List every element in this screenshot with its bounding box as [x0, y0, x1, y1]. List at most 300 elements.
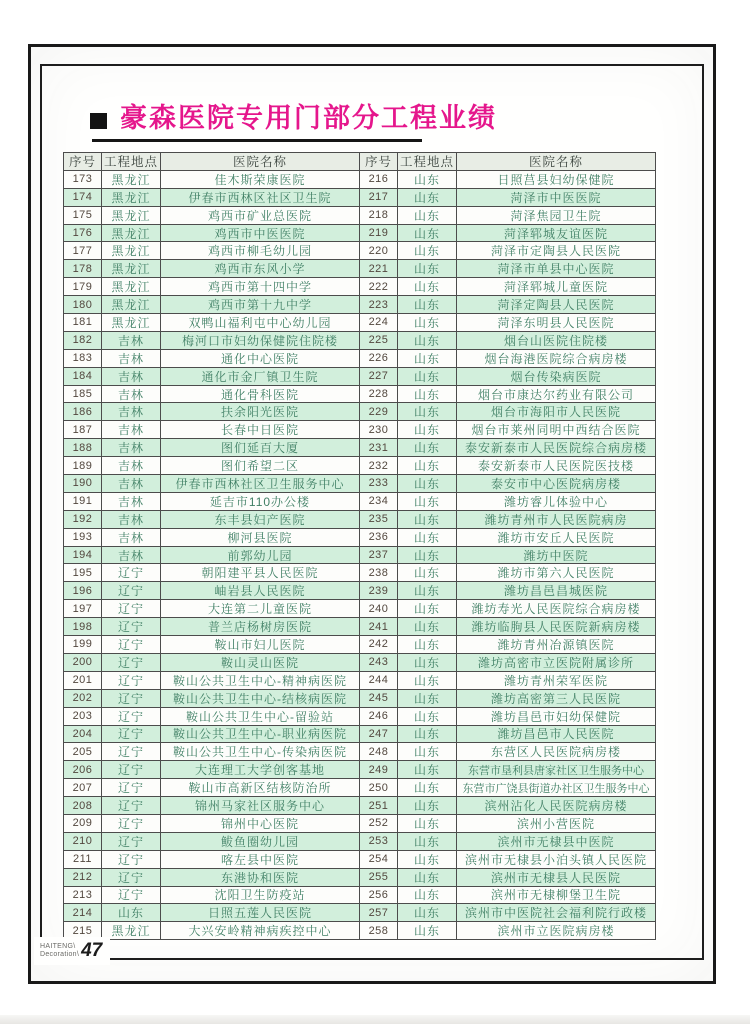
- location-cell: 辽宁: [102, 672, 161, 690]
- hospital-name-cell: 菏泽市定陶县人民医院: [457, 242, 656, 260]
- location-cell: 黑龙江: [102, 260, 161, 278]
- serial-cell: 182: [64, 332, 102, 350]
- hospital-name-cell: 烟台海港医院综合病房楼: [457, 350, 656, 368]
- location-cell: 山东: [398, 260, 457, 278]
- hospital-name-cell: 烟台市海阳市人民医院: [457, 403, 656, 421]
- hospital-name-cell: 延吉市110办公楼: [161, 493, 360, 511]
- location-cell: 吉林: [102, 386, 161, 404]
- location-cell: 山东: [398, 529, 457, 547]
- hospital-name-cell: 通化骨科医院: [161, 386, 360, 404]
- serial-cell: 198: [64, 618, 102, 636]
- location-cell: 山东: [398, 922, 457, 940]
- location-cell: 辽宁: [102, 815, 161, 833]
- hospital-name-cell: 鸡西市中医医院: [161, 225, 360, 243]
- hospital-name-cell: 滨州小营医院: [457, 815, 656, 833]
- hospital-name-cell: 岫岩县人民医院: [161, 582, 360, 600]
- hospital-name-cell: 扶余阳光医院: [161, 403, 360, 421]
- table-row: [64, 242, 656, 260]
- hospital-name-cell: 东丰县妇产医院: [161, 511, 360, 529]
- hospital-name-cell: 前郭幼儿园: [161, 547, 360, 565]
- serial-cell: 251: [360, 797, 398, 815]
- hospital-name-cell: 鸡西市矿业总医院: [161, 207, 360, 225]
- hospital-name-cell: 佳木斯荣康医院: [161, 171, 360, 189]
- hospital-name-cell: 潍坊市第六人民医院: [457, 564, 656, 582]
- serial-cell: 245: [360, 690, 398, 708]
- serial-cell: 214: [64, 904, 102, 922]
- location-cell: 山东: [398, 386, 457, 404]
- location-cell: 黑龙江: [102, 242, 161, 260]
- hospital-name-cell: 沈阳卫生防疫站: [161, 887, 360, 905]
- serial-cell: 188: [64, 439, 102, 457]
- location-cell: 吉林: [102, 421, 161, 439]
- location-cell: 山东: [398, 296, 457, 314]
- hospital-name-cell: 菏泽市中医医院: [457, 189, 656, 207]
- hospital-name-cell: 潍坊中医院: [457, 547, 656, 565]
- location-cell: 吉林: [102, 457, 161, 475]
- serial-cell: 225: [360, 332, 398, 350]
- location-cell: 辽宁: [102, 654, 161, 672]
- serial-cell: 174: [64, 189, 102, 207]
- serial-cell: 232: [360, 457, 398, 475]
- serial-cell: 194: [64, 547, 102, 565]
- table-row: [64, 761, 656, 779]
- hospital-name-cell: 通化市金厂镇卫生院: [161, 368, 360, 386]
- location-cell: 山东: [398, 761, 457, 779]
- serial-cell: 233: [360, 475, 398, 493]
- table-row: [64, 636, 656, 654]
- table-body: [64, 171, 656, 940]
- page-title: 豪森医院专用门部分工程业绩: [120, 103, 497, 133]
- hospital-name-cell: 鞍山公共卫生中心-留验站: [161, 708, 360, 726]
- serial-cell: 173: [64, 171, 102, 189]
- location-cell: 黑龙江: [102, 296, 161, 314]
- serial-cell: 193: [64, 529, 102, 547]
- serial-cell: 219: [360, 225, 398, 243]
- hospital-name-cell: 烟台市康达尔药业有限公司: [457, 386, 656, 404]
- location-cell: 山东: [398, 743, 457, 761]
- serial-cell: 242: [360, 636, 398, 654]
- hospital-name-cell: 菏泽郓城儿童医院: [457, 278, 656, 296]
- table-row: [64, 726, 656, 744]
- hospital-name-cell: 滨州市无棣县小泊头镇人民医院: [457, 851, 656, 869]
- table-row: [64, 386, 656, 404]
- serial-cell: 178: [64, 260, 102, 278]
- location-cell: 山东: [398, 851, 457, 869]
- hospital-name-cell: 鞍山市妇儿医院: [161, 636, 360, 654]
- hospital-name-cell: 潍坊昌邑市妇幼保健院: [457, 708, 656, 726]
- header-location: 工程地点: [398, 153, 457, 171]
- table-row: [64, 511, 656, 529]
- table-row: [64, 547, 656, 565]
- hospital-name-cell: 东营市广饶县街道办社区卫生服务中心: [457, 779, 656, 797]
- location-cell: 吉林: [102, 493, 161, 511]
- hospital-name-cell: 东港协和医院: [161, 869, 360, 887]
- location-cell: 辽宁: [102, 797, 161, 815]
- serial-cell: 180: [64, 296, 102, 314]
- serial-cell: 209: [64, 815, 102, 833]
- location-cell: 吉林: [102, 475, 161, 493]
- serial-cell: 179: [64, 278, 102, 296]
- location-cell: 辽宁: [102, 761, 161, 779]
- location-cell: 山东: [398, 547, 457, 565]
- location-cell: 山东: [398, 511, 457, 529]
- hospital-name-cell: 泰安新泰市人民医院医技楼: [457, 457, 656, 475]
- location-cell: 山东: [398, 171, 457, 189]
- serial-cell: 255: [360, 869, 398, 887]
- hospital-name-cell: 菏泽焦园卫生院: [457, 207, 656, 225]
- location-cell: 山东: [102, 904, 161, 922]
- table-row: [64, 314, 656, 332]
- table-row: [64, 887, 656, 905]
- serial-cell: 184: [64, 368, 102, 386]
- table-row: [64, 368, 656, 386]
- projects-table: [63, 152, 656, 940]
- brand-name-text: HAITENG\: [40, 943, 76, 950]
- hospital-name-cell: 普兰店杨树房医院: [161, 618, 360, 636]
- serial-cell: 257: [360, 904, 398, 922]
- location-cell: 山东: [398, 582, 457, 600]
- hospital-name-cell: 菏泽东明县人民医院: [457, 314, 656, 332]
- hospital-name-cell: 东营区人民医院病房楼: [457, 743, 656, 761]
- photo-edge-shadow: [0, 1015, 750, 1024]
- serial-cell: 258: [360, 922, 398, 940]
- serial-cell: 210: [64, 833, 102, 851]
- hospital-name-cell: 伊春市西林社区卫生服务中心: [161, 475, 360, 493]
- location-cell: 辽宁: [102, 582, 161, 600]
- location-cell: 山东: [398, 869, 457, 887]
- header-hospital: 医院名称: [457, 153, 656, 171]
- location-cell: 山东: [398, 797, 457, 815]
- hospital-name-cell: 潍坊睿儿体验中心: [457, 493, 656, 511]
- location-cell: 山东: [398, 654, 457, 672]
- hospital-name-cell: 潍坊高密第三人民医院: [457, 690, 656, 708]
- serial-cell: 199: [64, 636, 102, 654]
- hospital-name-cell: 潍坊青州冶源镇医院: [457, 636, 656, 654]
- hospital-name-cell: 潍坊临朐县人民医院新病房楼: [457, 618, 656, 636]
- table-row: [64, 225, 656, 243]
- hospital-name-cell: 柳河县医院: [161, 529, 360, 547]
- location-cell: 辽宁: [102, 887, 161, 905]
- serial-cell: 228: [360, 386, 398, 404]
- hospital-name-cell: 朝阳建平县人民医院: [161, 564, 360, 582]
- serial-cell: 248: [360, 743, 398, 761]
- table-row: [64, 582, 656, 600]
- location-cell: 山东: [398, 726, 457, 744]
- hospital-name-cell: 鞍山市高新区结核防治所: [161, 779, 360, 797]
- location-cell: 山东: [398, 314, 457, 332]
- serial-cell: 208: [64, 797, 102, 815]
- location-cell: 黑龙江: [102, 314, 161, 332]
- serial-cell: 234: [360, 493, 398, 511]
- header-hospital: 医院名称: [161, 153, 360, 171]
- location-cell: 山东: [398, 493, 457, 511]
- hospital-name-cell: 滨州市无棣柳堡卫生院: [457, 887, 656, 905]
- table-row: [64, 260, 656, 278]
- location-cell: 吉林: [102, 547, 161, 565]
- hospital-name-cell: 潍坊青州荣军医院: [457, 672, 656, 690]
- table-row: [64, 672, 656, 690]
- hospital-name-cell: 鞍山公共卫生中心-精神病医院: [161, 672, 360, 690]
- table-row: [64, 421, 656, 439]
- table-row: [64, 708, 656, 726]
- serial-cell: 191: [64, 493, 102, 511]
- serial-cell: 247: [360, 726, 398, 744]
- hospital-name-cell: 鸡西市第十四中学: [161, 278, 360, 296]
- table-row: [64, 743, 656, 761]
- location-cell: 辽宁: [102, 726, 161, 744]
- serial-cell: 175: [64, 207, 102, 225]
- serial-cell: 253: [360, 833, 398, 851]
- title-block: [90, 96, 510, 142]
- hospital-name-cell: 泰安新泰市人民医院综合病房楼: [457, 439, 656, 457]
- serial-cell: 224: [360, 314, 398, 332]
- serial-cell: 195: [64, 564, 102, 582]
- location-cell: 辽宁: [102, 869, 161, 887]
- serial-cell: 243: [360, 654, 398, 672]
- table-row: [64, 403, 656, 421]
- hospital-name-cell: 烟台传染病医院: [457, 368, 656, 386]
- table-row: [64, 851, 656, 869]
- footer-brand-logo: [34, 937, 110, 965]
- hospital-name-cell: 图们希望二区: [161, 457, 360, 475]
- table-row: [64, 189, 656, 207]
- table-row: [64, 904, 656, 922]
- serial-cell: 200: [64, 654, 102, 672]
- hospital-name-cell: 鸡西市东风小学: [161, 260, 360, 278]
- hospital-name-cell: 鸡西市第十九中学: [161, 296, 360, 314]
- hospital-name-cell: 日照五莲人民医院: [161, 904, 360, 922]
- serial-cell: 181: [64, 314, 102, 332]
- header-serial: 序号: [64, 153, 102, 171]
- serial-cell: 250: [360, 779, 398, 797]
- serial-cell: 207: [64, 779, 102, 797]
- serial-cell: 202: [64, 690, 102, 708]
- table-row: [64, 171, 656, 189]
- serial-cell: 196: [64, 582, 102, 600]
- location-cell: 山东: [398, 815, 457, 833]
- location-cell: 辽宁: [102, 851, 161, 869]
- serial-cell: 205: [64, 743, 102, 761]
- location-cell: 吉林: [102, 332, 161, 350]
- serial-cell: 221: [360, 260, 398, 278]
- hospital-name-cell: 菏泽郓城友谊医院: [457, 225, 656, 243]
- serial-cell: 236: [360, 529, 398, 547]
- serial-cell: 238: [360, 564, 398, 582]
- serial-cell: 239: [360, 582, 398, 600]
- location-cell: 山东: [398, 421, 457, 439]
- serial-cell: 229: [360, 403, 398, 421]
- serial-cell: 212: [64, 869, 102, 887]
- location-cell: 吉林: [102, 368, 161, 386]
- hospital-name-cell: 潍坊寿光人民医院综合病房楼: [457, 600, 656, 618]
- hospital-name-cell: 鞍山公共卫生中心-结核病医院: [161, 690, 360, 708]
- location-cell: 吉林: [102, 403, 161, 421]
- hospital-name-cell: 通化中心医院: [161, 350, 360, 368]
- hospital-name-cell: 大连第二儿童医院: [161, 600, 360, 618]
- location-cell: 山东: [398, 439, 457, 457]
- location-cell: 山东: [398, 618, 457, 636]
- location-cell: 山东: [398, 904, 457, 922]
- hospital-name-cell: 菏泽定陶县人民医院: [457, 296, 656, 314]
- location-cell: 山东: [398, 564, 457, 582]
- hospital-name-cell: 鞍山公共卫生中心-传染病医院: [161, 743, 360, 761]
- serial-cell: 256: [360, 887, 398, 905]
- hospital-name-cell: 潍坊青州市人民医院病房: [457, 511, 656, 529]
- location-cell: 山东: [398, 600, 457, 618]
- serial-cell: 252: [360, 815, 398, 833]
- hospital-name-cell: 长春中日医院: [161, 421, 360, 439]
- serial-cell: 190: [64, 475, 102, 493]
- serial-cell: 226: [360, 350, 398, 368]
- serial-cell: 231: [360, 439, 398, 457]
- serial-cell: 183: [64, 350, 102, 368]
- serial-cell: 217: [360, 189, 398, 207]
- location-cell: 辽宁: [102, 600, 161, 618]
- table-row: [64, 475, 656, 493]
- location-cell: 山东: [398, 189, 457, 207]
- table-row: [64, 833, 656, 851]
- table-row: [64, 690, 656, 708]
- hospital-name-cell: 鞍山公共卫生中心-职业病医院: [161, 726, 360, 744]
- hospital-name-cell: 大兴安岭精神病疾控中心: [161, 922, 360, 940]
- hospital-name-cell: 烟台山医院住院楼: [457, 332, 656, 350]
- table-row: [64, 457, 656, 475]
- location-cell: 山东: [398, 690, 457, 708]
- hospital-name-cell: 滨州市无棣县人民医院: [457, 869, 656, 887]
- table-row: [64, 296, 656, 314]
- hospital-name-cell: 泰安市中心医院病房楼: [457, 475, 656, 493]
- serial-cell: 241: [360, 618, 398, 636]
- serial-cell: 230: [360, 421, 398, 439]
- location-cell: 山东: [398, 242, 457, 260]
- hospital-name-cell: 滨州市立医院病房楼: [457, 922, 656, 940]
- header-serial: 序号: [360, 153, 398, 171]
- location-cell: 辽宁: [102, 636, 161, 654]
- serial-cell: 176: [64, 225, 102, 243]
- serial-cell: 218: [360, 207, 398, 225]
- serial-cell: 204: [64, 726, 102, 744]
- hospital-name-cell: 大连理工大学创客基地: [161, 761, 360, 779]
- serial-cell: 235: [360, 511, 398, 529]
- location-cell: 吉林: [102, 529, 161, 547]
- table-row: [64, 797, 656, 815]
- hospital-name-cell: 双鸭山福利屯中心幼儿园: [161, 314, 360, 332]
- table-row: [64, 600, 656, 618]
- hospital-name-cell: 梅河口市妇幼保健院住院楼: [161, 332, 360, 350]
- serial-cell: 192: [64, 511, 102, 529]
- serial-cell: 201: [64, 672, 102, 690]
- location-cell: 山东: [398, 708, 457, 726]
- location-cell: 山东: [398, 887, 457, 905]
- header-location: 工程地点: [102, 153, 161, 171]
- location-cell: 山东: [398, 475, 457, 493]
- serial-cell: 189: [64, 457, 102, 475]
- location-cell: 山东: [398, 403, 457, 421]
- hospital-name-cell: 菏泽市单县中心医院: [457, 260, 656, 278]
- location-cell: 辽宁: [102, 618, 161, 636]
- location-cell: 辽宁: [102, 779, 161, 797]
- location-cell: 山东: [398, 457, 457, 475]
- table-row: [64, 654, 656, 672]
- location-cell: 黑龙江: [102, 189, 161, 207]
- hospital-name-cell: 鞍山灵山医院: [161, 654, 360, 672]
- location-cell: 山东: [398, 368, 457, 386]
- location-cell: 黑龙江: [102, 278, 161, 296]
- table-row: [64, 350, 656, 368]
- location-cell: 辽宁: [102, 564, 161, 582]
- serial-cell: 220: [360, 242, 398, 260]
- serial-cell: 223: [360, 296, 398, 314]
- hospital-name-cell: 滨州市无棣县中医院: [457, 833, 656, 851]
- serial-cell: 187: [64, 421, 102, 439]
- serial-cell: 177: [64, 242, 102, 260]
- serial-cell: 254: [360, 851, 398, 869]
- location-cell: 山东: [398, 833, 457, 851]
- location-cell: 黑龙江: [102, 171, 161, 189]
- location-cell: 山东: [398, 350, 457, 368]
- table-header-row: [64, 153, 656, 171]
- title-bullet-square-icon: [90, 113, 107, 129]
- table-row: [64, 278, 656, 296]
- hospital-name-cell: 潍坊昌邑昌城医院: [457, 582, 656, 600]
- table-row: [64, 493, 656, 511]
- hospital-name-cell: 滨州市中医院社会福利院行政楼: [457, 904, 656, 922]
- location-cell: 吉林: [102, 439, 161, 457]
- hospital-name-cell: 图们延百大厦: [161, 439, 360, 457]
- hospital-name-cell: 烟台市莱州同明中西结合医院: [457, 421, 656, 439]
- table-row: [64, 529, 656, 547]
- table-row: [64, 922, 656, 940]
- location-cell: 山东: [398, 779, 457, 797]
- hospital-name-cell: 滨州沾化人民医院病房楼: [457, 797, 656, 815]
- serial-cell: 211: [64, 851, 102, 869]
- serial-cell: 246: [360, 708, 398, 726]
- location-cell: 山东: [398, 225, 457, 243]
- hospital-name-cell: 伊春市西林区社区卫生院: [161, 189, 360, 207]
- table-row: [64, 207, 656, 225]
- table-row: [64, 439, 656, 457]
- hospital-name-cell: 潍坊高密市立医院附属诊所: [457, 654, 656, 672]
- serial-cell: 244: [360, 672, 398, 690]
- location-cell: 辽宁: [102, 708, 161, 726]
- serial-cell: 185: [64, 386, 102, 404]
- serial-cell: 237: [360, 547, 398, 565]
- hospital-name-cell: 锦州中心医院: [161, 815, 360, 833]
- location-cell: 黑龙江: [102, 225, 161, 243]
- page-number: 47: [81, 940, 103, 961]
- serial-cell: 186: [64, 403, 102, 421]
- location-cell: 吉林: [102, 350, 161, 368]
- table-row: [64, 779, 656, 797]
- serial-cell: 197: [64, 600, 102, 618]
- hospital-name-cell: 鸡西市柳毛幼儿园: [161, 242, 360, 260]
- hospital-name-cell: 锦州马家社区服务中心: [161, 797, 360, 815]
- serial-cell: 216: [360, 171, 398, 189]
- brand-subtitle-text: Decoration\: [40, 951, 80, 958]
- serial-cell: 203: [64, 708, 102, 726]
- hospital-name-cell: 潍坊市安丘人民医院: [457, 529, 656, 547]
- table-row: [64, 332, 656, 350]
- hospital-name-cell: 鲅鱼圈幼儿园: [161, 833, 360, 851]
- serial-cell: 249: [360, 761, 398, 779]
- location-cell: 辽宁: [102, 743, 161, 761]
- location-cell: 山东: [398, 636, 457, 654]
- serial-cell: 215: [64, 922, 102, 940]
- serial-cell: 206: [64, 761, 102, 779]
- serial-cell: 213: [64, 887, 102, 905]
- table-row: [64, 564, 656, 582]
- hospital-name-cell: 喀左县中医院: [161, 851, 360, 869]
